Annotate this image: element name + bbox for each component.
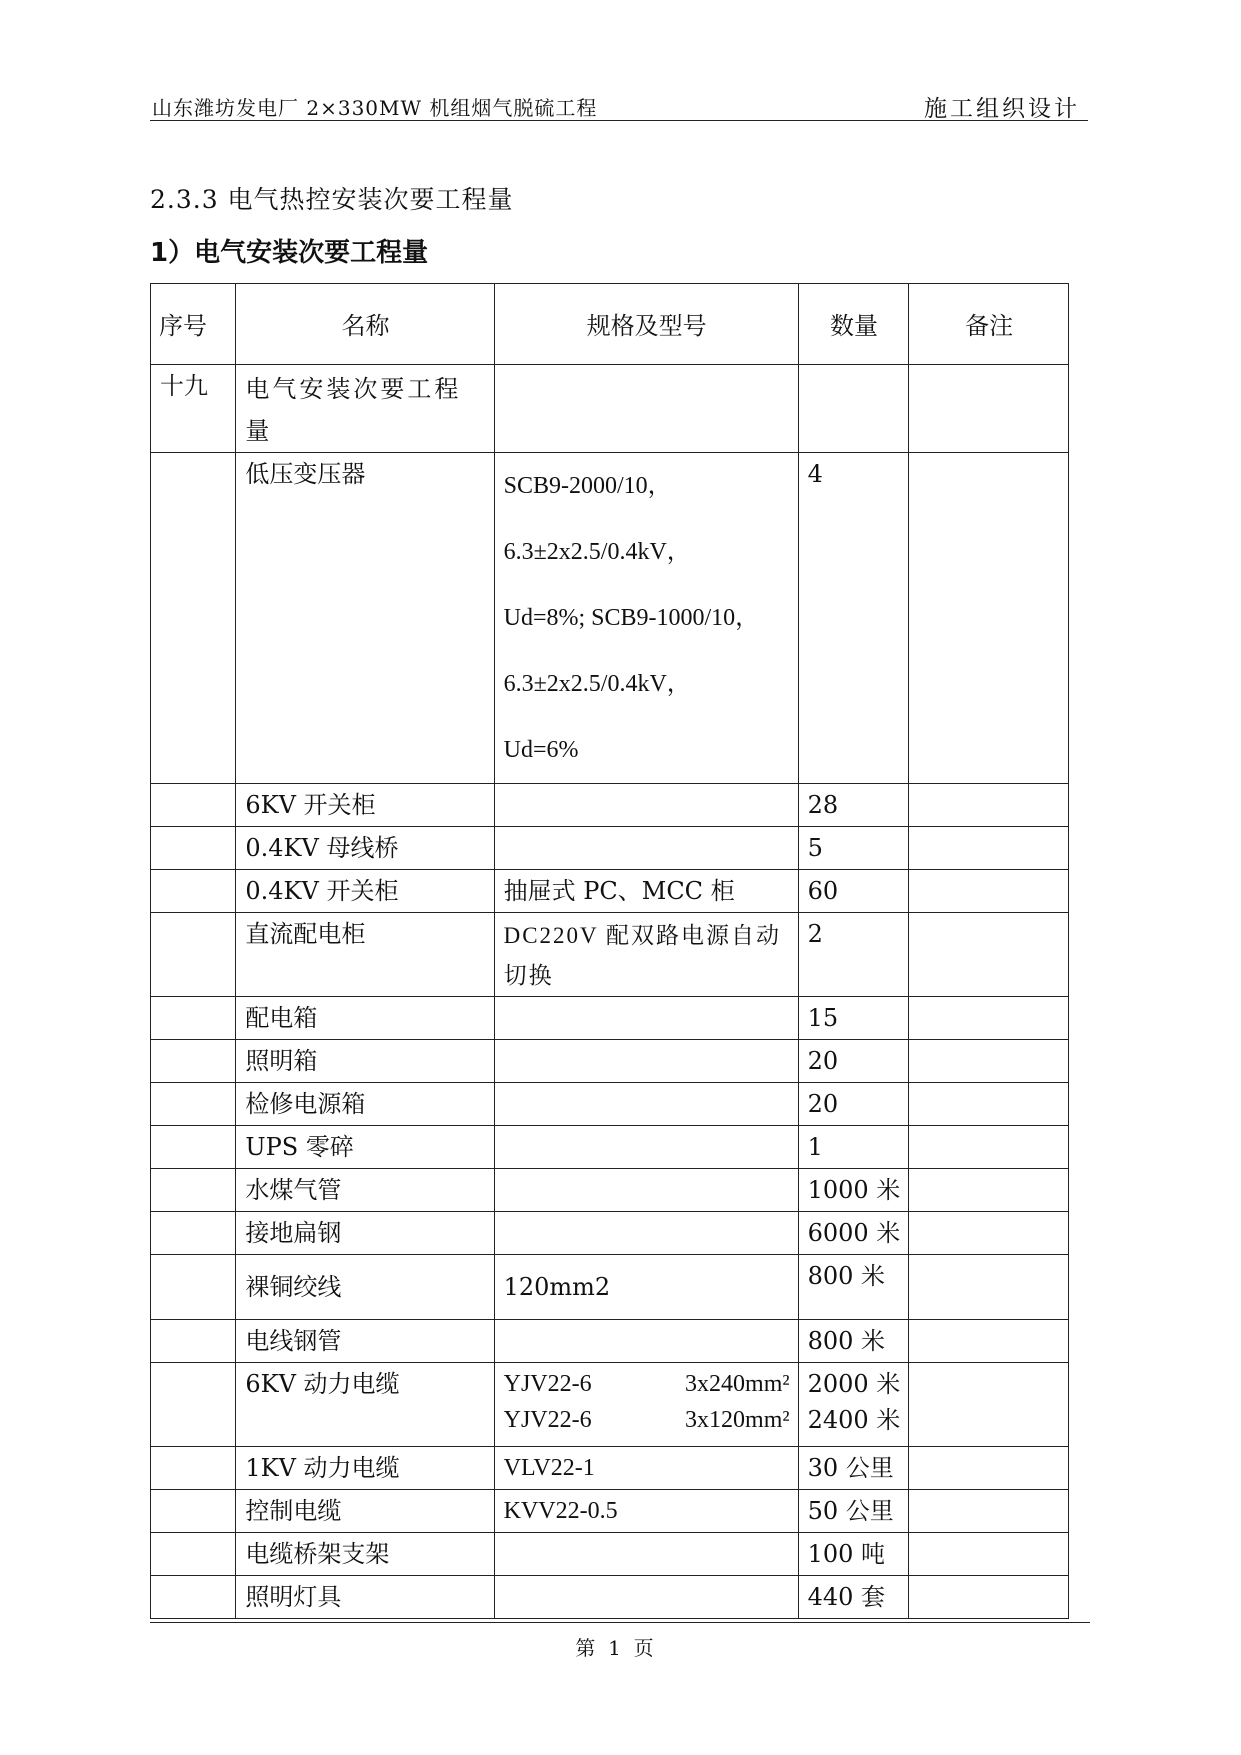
cell-qty: 440 套 [798,1576,909,1619]
table-row [151,784,1069,827]
cell-qty: 2 [798,913,909,997]
quantity-table [150,283,1069,1619]
cell-note [909,1363,1069,1447]
cable-size: 3x120mm² [685,1407,790,1433]
cell-qty: 20 [798,1083,909,1126]
cell-name: 电缆桥架支架 [236,1533,494,1576]
table-row [151,1212,1069,1255]
table-row [151,453,1069,784]
cable-qty: 2400 米 [807,1406,901,1434]
cell-name: 电线钢管 [236,1320,494,1363]
cell-note [909,913,1069,997]
cell-seq [151,453,236,784]
table-row [151,997,1069,1040]
cell-seq [151,1533,236,1576]
header-doc-type: 施工组织设计 [924,96,1080,122]
cell-spec [494,1212,798,1255]
column-header: 序号 [151,284,236,365]
cell-qty: 20 [798,1040,909,1083]
cell-name: 控制电缆 [236,1490,494,1533]
page-header [150,92,1088,121]
cell-spec [494,1533,798,1576]
cell-name: 照明灯具 [236,1576,494,1619]
cell-name: 水煤气管 [236,1169,494,1212]
footer-rule [150,1622,1090,1623]
cell-qty: 800 米 [798,1255,909,1320]
cell-seq [151,784,236,827]
cell-note [909,1576,1069,1619]
cell-name: 低压变压器 [236,453,494,784]
cell-qty: 6000 米 [798,1212,909,1255]
cell-note [909,1255,1069,1320]
cell-spec: DC220V 配双路电源自动切换 [494,913,798,997]
column-header: 备注 [909,284,1069,365]
cell-spec [494,997,798,1040]
cell-spec: VLV22-1 [494,1447,798,1490]
cable-spec-line [504,1366,790,1402]
cell-name: 照明箱 [236,1040,494,1083]
cell-seq [151,1212,236,1255]
cell-name: 0.4KV 母线桥 [236,827,494,870]
table-row [151,1447,1069,1490]
cell-seq [151,913,236,997]
cell-spec [494,1083,798,1126]
column-header: 数量 [798,284,909,365]
cell-spec [494,1363,798,1447]
cell-spec [494,1576,798,1619]
cell-name: 配电箱 [236,997,494,1040]
cell-seq [151,1083,236,1126]
cell-note [909,784,1069,827]
cell-qty [798,1363,909,1447]
cell-seq [151,1255,236,1320]
cell-seq [151,1126,236,1169]
cell-note [909,1533,1069,1576]
cell-note [909,827,1069,870]
table-row [151,827,1069,870]
column-header: 规格及型号 [494,284,798,365]
table-row [151,1533,1069,1576]
cell-qty: 1000 米 [798,1169,909,1212]
sub-title: 1）电气安装次要工程量 [150,238,429,268]
cell-note [909,1320,1069,1363]
table-header-row [151,284,1069,365]
section-title: 2.3.3 电气热控安装次要工程量 [150,185,514,214]
table-row [151,870,1069,913]
cell-spec [494,784,798,827]
cell-spec [494,1320,798,1363]
cell-spec [494,1126,798,1169]
cell-name: 电气安装次要工程量 [236,365,494,453]
cell-note [909,1083,1069,1126]
cell-spec: 抽屉式 PC、MCC 柜 [494,870,798,913]
cell-seq [151,997,236,1040]
cell-note [909,453,1069,784]
cell-name: 6KV 开关柜 [236,784,494,827]
cell-qty [798,365,909,453]
table-row [151,1363,1069,1447]
cell-qty: 800 米 [798,1320,909,1363]
cell-spec [494,1169,798,1212]
cable-spec-line [504,1402,790,1438]
cell-name: 1KV 动力电缆 [236,1447,494,1490]
cell-spec: SCB9-2000/10， 6.3±2x2.5/0.4kV， Ud=8%; SCB9-1000/10， 6.3±2x2.5/0.4kV， Ud=6% [494,453,798,784]
table-row [151,1255,1069,1320]
table-row [151,1126,1069,1169]
cell-name: 接地扁钢 [236,1212,494,1255]
cable-model: YJV22-6 [503,1407,592,1433]
cable-qty: 2000 米 [807,1370,901,1398]
cell-seq [151,1576,236,1619]
cell-qty: 50 公里 [798,1490,909,1533]
cell-spec [494,827,798,870]
cable-model: YJV22-6 [503,1371,592,1397]
cell-seq [151,1447,236,1490]
table-row [151,913,1069,997]
cell-spec: KVV22-0.5 [494,1490,798,1533]
cell-qty: 60 [798,870,909,913]
cell-name: 检修电源箱 [236,1083,494,1126]
cell-seq [151,1363,236,1447]
cell-seq [151,1490,236,1533]
table-row [151,1320,1069,1363]
cell-qty: 1 [798,1126,909,1169]
cell-note [909,1126,1069,1169]
cell-name: 0.4KV 开关柜 [236,870,494,913]
cell-note [909,997,1069,1040]
cell-qty: 100 吨 [798,1533,909,1576]
table-row [151,1169,1069,1212]
cell-name: 6KV 动力电缆 [236,1363,494,1447]
cell-note [909,1490,1069,1533]
cell-qty: 30 公里 [798,1447,909,1490]
cell-seq [151,1040,236,1083]
cable-size: 3x240mm² [685,1371,790,1397]
cell-seq [151,1169,236,1212]
table-row [151,1576,1069,1619]
cell-seq [151,827,236,870]
table-row [151,1040,1069,1083]
table-row [151,1490,1069,1533]
cell-note [909,1040,1069,1083]
cell-note [909,1447,1069,1490]
cell-name: UPS 零碎 [236,1126,494,1169]
header-project-title: 山东潍坊发电厂 2×330MW 机组烟气脱硫工程 [152,96,598,120]
page-number: 第 1 页 [575,1636,654,1660]
cell-spec [494,1040,798,1083]
cell-note [909,1169,1069,1212]
cell-name: 裸铜绞线 [236,1255,494,1320]
cell-seq: 十九 [151,365,236,453]
table-row [151,1083,1069,1126]
cell-name: 直流配电柜 [236,913,494,997]
table-row [151,365,1069,453]
cell-qty: 28 [798,784,909,827]
cell-spec [494,365,798,453]
cell-seq [151,870,236,913]
cell-qty: 5 [798,827,909,870]
cell-note [909,1212,1069,1255]
cell-qty: 4 [798,453,909,784]
cell-qty: 15 [798,997,909,1040]
cell-seq [151,1320,236,1363]
cell-note [909,365,1069,453]
column-header: 名称 [236,284,494,365]
cell-spec: 120mm2 [494,1255,798,1320]
cell-note [909,870,1069,913]
